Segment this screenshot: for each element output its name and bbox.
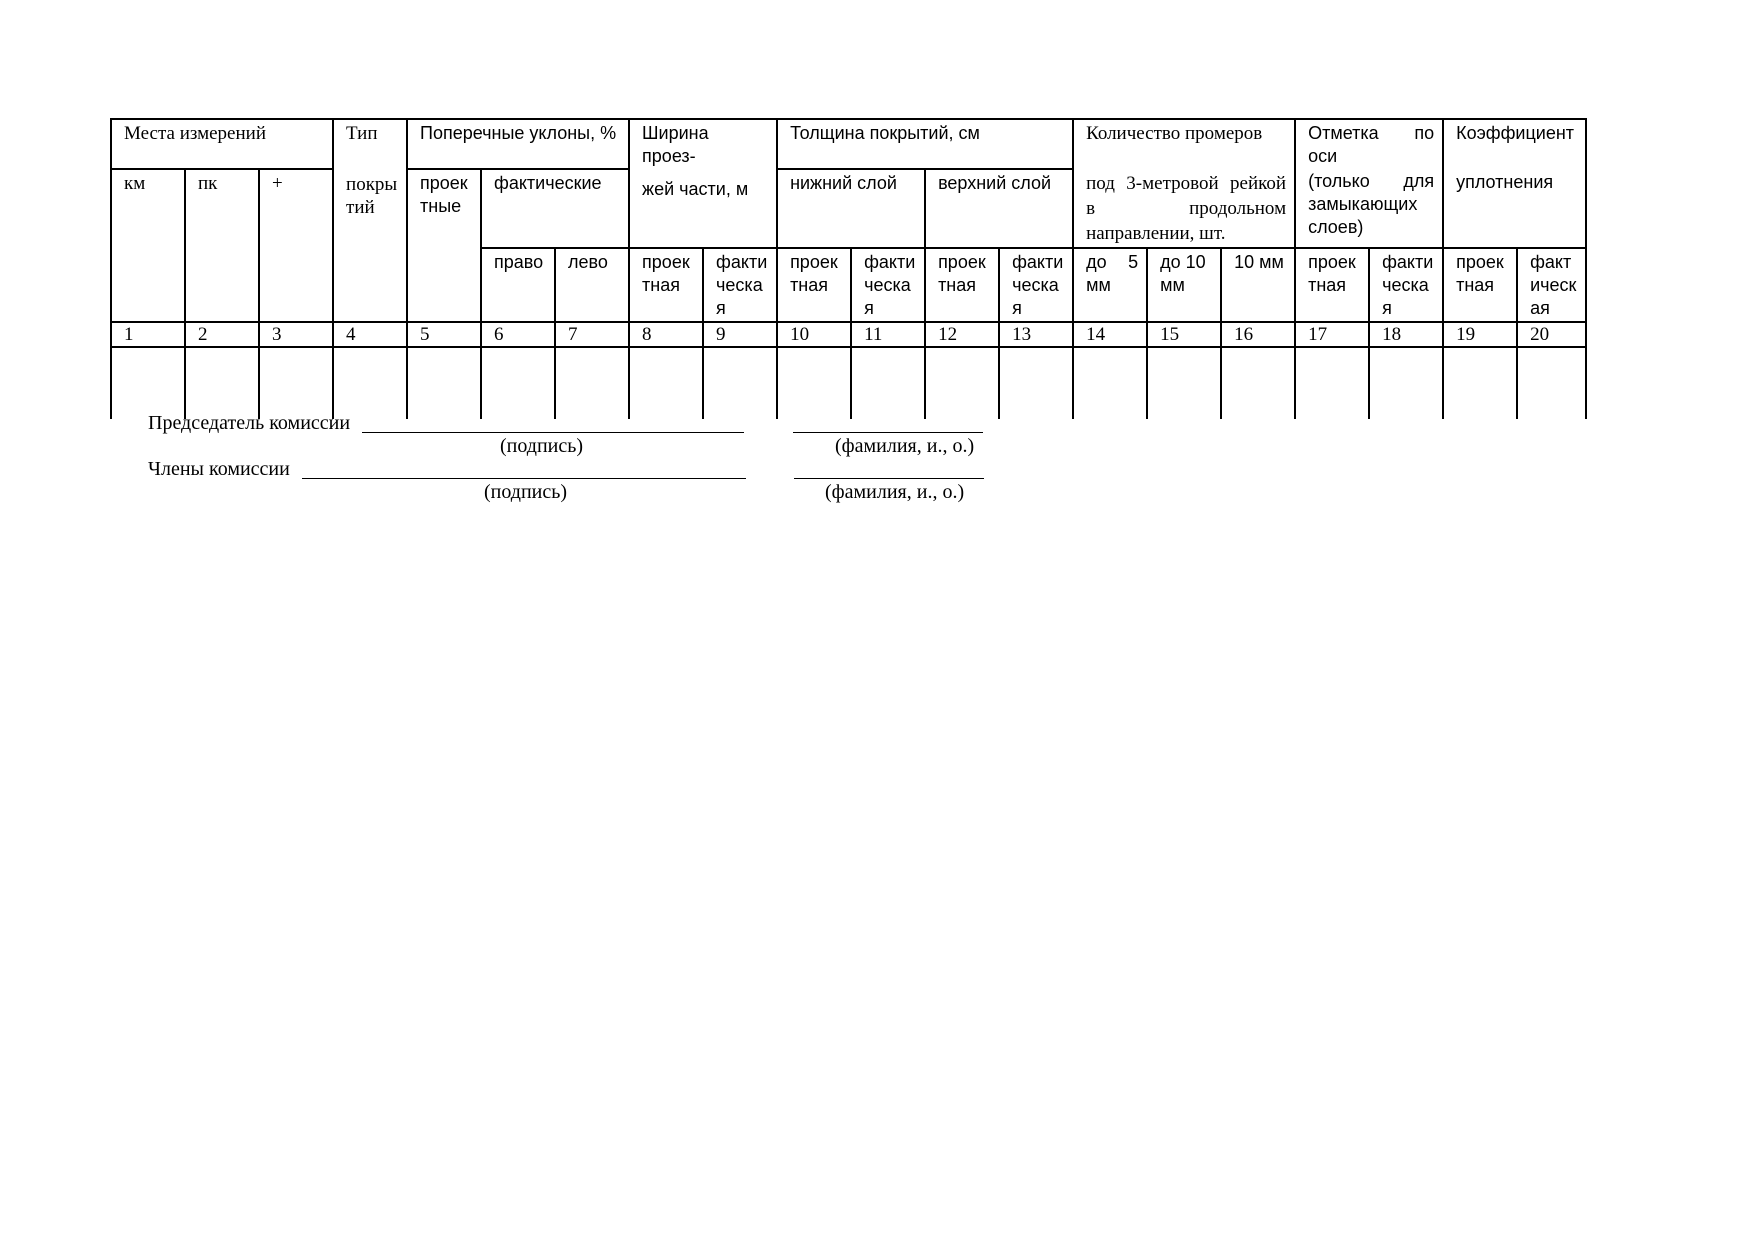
empty-cell[interactable] <box>703 347 777 419</box>
empty-cell[interactable] <box>481 347 555 419</box>
column-number: 20 <box>1517 322 1586 347</box>
header-upper-design: проектная <box>925 248 999 322</box>
header-type <box>333 119 407 322</box>
column-number: 13 <box>999 322 1073 347</box>
column-number: 1 <box>111 322 185 347</box>
empty-cell[interactable] <box>1147 347 1221 419</box>
empty-cell[interactable] <box>259 347 333 419</box>
chairman-name-caption: (фамилия, и., о.) <box>835 435 975 457</box>
chairman-name-line[interactable] <box>793 432 983 433</box>
members-name-caption: (фамилия, и., о.) <box>825 481 965 503</box>
header-coef-fact: фактическая <box>1517 248 1586 322</box>
header-width-top: Ширина проез- <box>642 123 709 166</box>
chairman-signature-line[interactable] <box>362 432 744 433</box>
column-number: 9 <box>703 322 777 347</box>
header-actual: фактические <box>481 169 629 248</box>
header-mark-top: Отметка по оси <box>1308 123 1435 166</box>
header-upper-fact: фактическая <box>999 248 1073 322</box>
header-slopes: Поперечные уклоны, % <box>407 119 629 169</box>
header-count-bottom: под 3-метровой рейкой в продольном направлении, шт. <box>1086 173 1287 244</box>
header-lower-fact: фактическая <box>851 248 925 322</box>
empty-cell[interactable] <box>1369 347 1443 419</box>
header-thickness: Толщина покрытий, см <box>777 119 1073 169</box>
empty-cell[interactable] <box>1443 347 1517 419</box>
header-lower-layer: нижний слой <box>777 169 925 248</box>
header-right: право <box>481 248 555 322</box>
chairman-label: Председатель комиссии <box>148 412 351 434</box>
empty-cell[interactable] <box>1517 347 1586 419</box>
header-coef <box>1443 119 1586 248</box>
empty-cell[interactable] <box>1073 347 1147 419</box>
empty-cell[interactable] <box>629 347 703 419</box>
members-signature-caption: (подпись) <box>484 481 568 503</box>
header-design-slope: проектные <box>407 169 481 322</box>
header-coef-design: проектная <box>1443 248 1517 322</box>
column-number: 5 <box>407 322 481 347</box>
column-number: 7 <box>555 322 629 347</box>
header-left: лево <box>555 248 629 322</box>
header-km: км <box>111 169 185 322</box>
header-plus: + <box>259 169 333 322</box>
header-mark-bottom: (только для замыкающих слоев) <box>1308 171 1435 237</box>
header-places: Места измерений <box>111 119 333 169</box>
column-number: 14 <box>1073 322 1147 347</box>
empty-cell[interactable] <box>185 347 259 419</box>
header-upper-layer: верхний слой <box>925 169 1073 248</box>
column-number: 17 <box>1295 322 1369 347</box>
column-number: 8 <box>629 322 703 347</box>
header-count <box>1073 119 1295 248</box>
column-number: 2 <box>185 322 259 347</box>
header-type-bottom: покрытий <box>346 174 398 218</box>
header-width-fact: фактическая <box>703 248 777 322</box>
header-mark-fact: фактическая <box>1369 248 1443 322</box>
empty-cell[interactable] <box>1221 347 1295 419</box>
header-width-bottom: жей части, м <box>642 179 749 199</box>
header-type-top: Тип <box>346 123 378 144</box>
measurement-table <box>110 118 1587 419</box>
empty-data-row <box>111 347 1586 419</box>
column-number: 18 <box>1369 322 1443 347</box>
empty-cell[interactable] <box>999 347 1073 419</box>
column-number: 16 <box>1221 322 1295 347</box>
header-mark-design: проектная <box>1295 248 1369 322</box>
column-number: 3 <box>259 322 333 347</box>
header-row-1 <box>111 119 1586 169</box>
column-number-row <box>111 322 1586 347</box>
empty-cell[interactable] <box>1295 347 1369 419</box>
header-count-top: Количество промеров <box>1086 123 1263 144</box>
empty-cell[interactable] <box>111 347 185 419</box>
empty-cell[interactable] <box>333 347 407 419</box>
header-coef-top: Коэффициент <box>1456 123 1575 143</box>
header-mark <box>1295 119 1443 248</box>
header-width-design: проектная <box>629 248 703 322</box>
chairman-signature-caption: (подпись) <box>500 435 584 457</box>
header-up-to-10mm: до 10 мм <box>1147 248 1221 322</box>
column-number: 6 <box>481 322 555 347</box>
members-label: Члены комиссии <box>148 458 290 480</box>
header-10mm: 10 мм <box>1221 248 1295 322</box>
column-number: 10 <box>777 322 851 347</box>
column-number: 4 <box>333 322 407 347</box>
empty-cell[interactable] <box>851 347 925 419</box>
header-pk: пк <box>185 169 259 322</box>
column-number: 15 <box>1147 322 1221 347</box>
members-name-line[interactable] <box>794 478 984 479</box>
column-number: 11 <box>851 322 925 347</box>
column-number: 19 <box>1443 322 1517 347</box>
empty-cell[interactable] <box>777 347 851 419</box>
header-width <box>629 119 777 248</box>
header-lower-design: проектная <box>777 248 851 322</box>
header-up-to-5mm: до 5 мм <box>1073 248 1147 322</box>
members-signature-line[interactable] <box>302 478 746 479</box>
column-number: 12 <box>925 322 999 347</box>
empty-cell[interactable] <box>407 347 481 419</box>
header-coef-bottom: уплотнения <box>1456 172 1554 192</box>
empty-cell[interactable] <box>555 347 629 419</box>
empty-cell[interactable] <box>925 347 999 419</box>
